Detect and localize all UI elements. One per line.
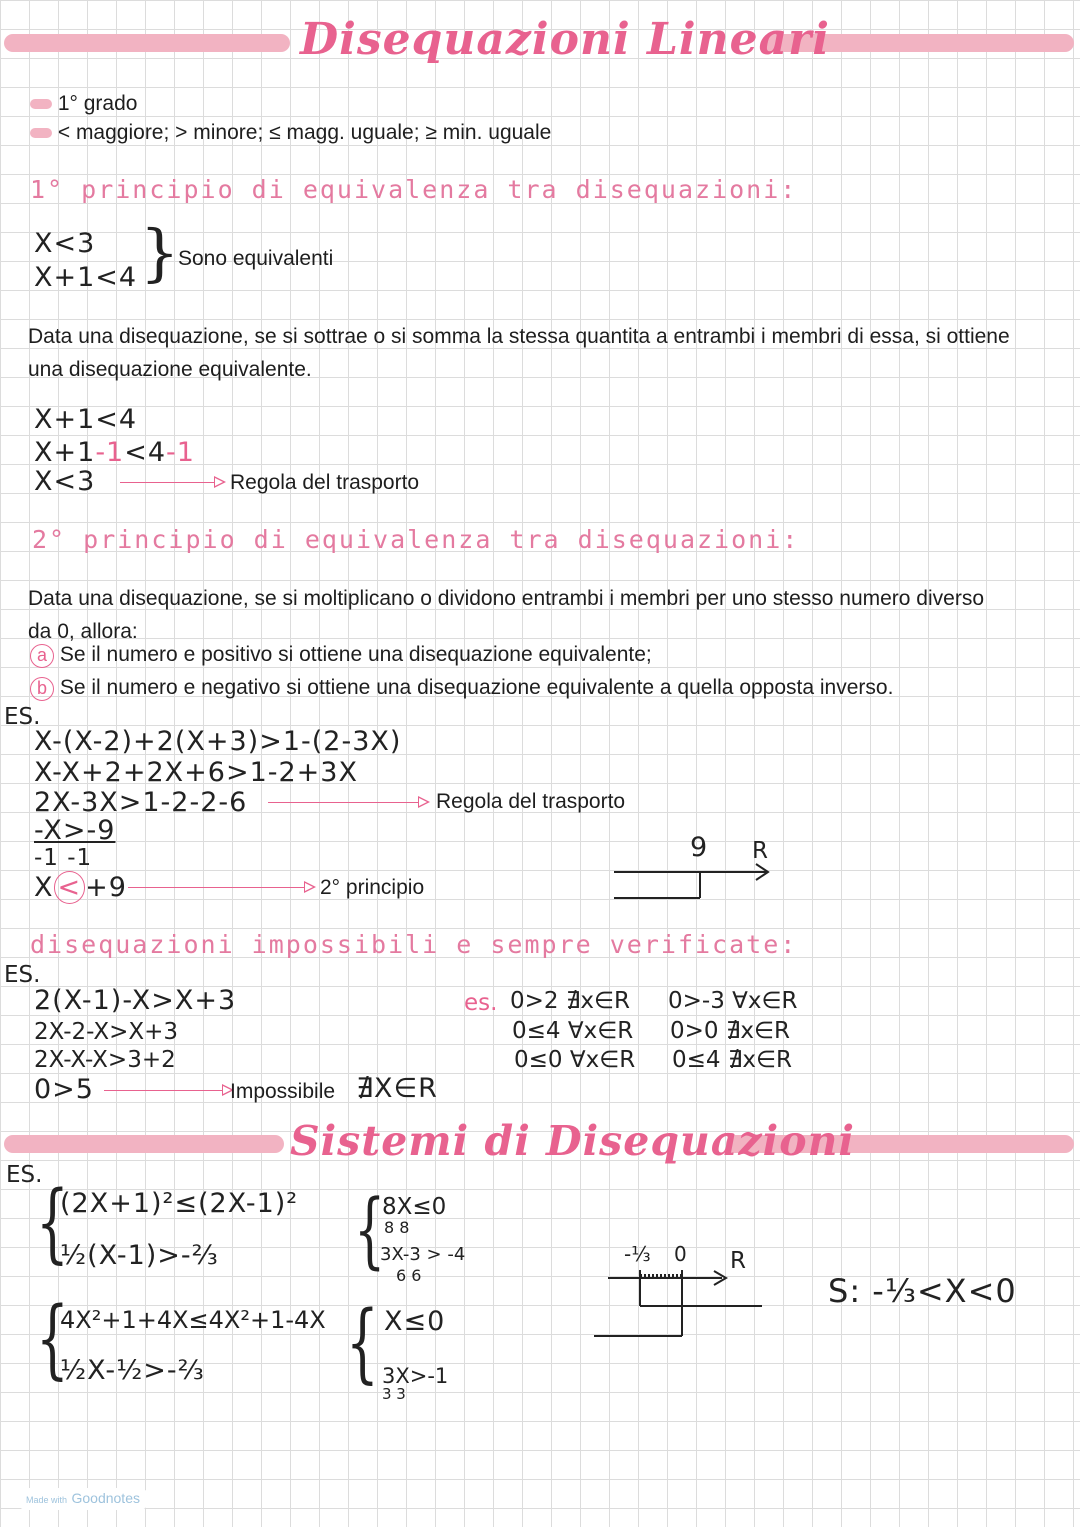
paragraph-line: Data una disequazione, se si sottrae o si somma la stessa quantita a entrambi i membri di essa, si ottiene <box>28 325 1010 348</box>
system-line: 3 3 <box>382 1385 406 1403</box>
system-line: 6 6 <box>396 1266 422 1285</box>
page-title: Disequazioni Lineari <box>300 14 831 65</box>
math-line: 0>5 <box>34 1074 94 1105</box>
rule-label: Regola del trasporto <box>436 790 626 813</box>
example-item: 0>0 ∄x∈R <box>670 1018 791 1044</box>
es-label: es. <box>464 990 498 1016</box>
system-line: ½(X-1)>-⅔ <box>60 1240 219 1271</box>
curly-brace-icon: } <box>140 216 180 289</box>
rule-label: Regola del trasporto <box>230 471 420 494</box>
es-label: ES. <box>4 962 41 988</box>
curly-brace-icon: { <box>346 1293 379 1393</box>
paragraph-line: da 0, allora: <box>28 620 138 643</box>
es-label: ES. <box>6 1162 43 1188</box>
letter-b-circle-icon: b <box>30 677 54 701</box>
axis-label: 0 <box>674 1242 687 1266</box>
letter-a-circle-icon: a <box>30 644 54 668</box>
list-item: a Se il numero e positivo si ottiene una disequazione equivalente; <box>30 643 652 668</box>
math-line: X-X+2+2X+6>1-2+3X <box>34 757 358 788</box>
result-label: Impossibile <box>230 1080 336 1103</box>
math-line: -1 -1 <box>34 845 93 871</box>
brace-label: Sono equivalenti <box>178 247 334 270</box>
math-line: 2X-X-X>3+2 <box>34 1047 176 1073</box>
paragraph-line: Data una disequazione, se si moltiplicano o dividono entrambi i membri per uno stesso numero diverso <box>28 587 985 610</box>
math-line: 2(X-1)-X>X+3 <box>34 985 237 1016</box>
math-line: -X>-9 <box>34 815 116 846</box>
system-line: 3X>-1 <box>382 1364 449 1388</box>
bullet-item: 1° grado <box>30 92 137 116</box>
title-divider-left <box>4 1135 284 1153</box>
axis-label: -⅓ <box>624 1242 651 1266</box>
section-heading: 1° principio di equivalenza tra disequazioni: <box>30 175 798 204</box>
solution-text: S: -⅓<X<0 <box>828 1272 1017 1310</box>
curly-brace-icon: { <box>354 1183 386 1278</box>
arrow-icon <box>104 1090 222 1091</box>
principle-label: 2° principio <box>320 876 425 899</box>
axis-label: 9 <box>690 832 709 863</box>
math-line: X+1<4 <box>34 262 138 293</box>
example-item: 0≤4 ∀x∈R <box>512 1018 634 1044</box>
math-line: X+1-1<4-1 <box>34 437 195 468</box>
example-item: 0≤4 ∄x∈R <box>672 1047 793 1073</box>
system-line: 8X≤0 <box>382 1194 447 1220</box>
paragraph-line: una disequazione equivalente. <box>28 358 312 381</box>
math-line: 2X-2-X>X+3 <box>34 1019 179 1045</box>
math-line: X<3 <box>34 466 96 497</box>
system-line: (2X+1)²≤(2X-1)² <box>60 1188 299 1219</box>
arrow-icon <box>120 482 214 483</box>
goodnotes-watermark: Made with Goodnotes <box>18 1488 148 1510</box>
math-line: X<3 <box>34 228 96 259</box>
example-item: 0≤0 ∀x∈R <box>514 1047 636 1073</box>
math-line: X+1<4 <box>34 404 138 435</box>
arrow-icon <box>128 887 304 888</box>
system-line: X≤0 <box>384 1306 446 1337</box>
pink-bullet-icon <box>30 99 52 109</box>
curly-brace-icon: { <box>36 1173 69 1273</box>
section-heading: disequazioni impossibili e sempre verificate: <box>30 930 798 959</box>
curly-brace-icon: { <box>36 1289 69 1389</box>
section-heading: 2° principio di equivalenza tra disequazioni: <box>32 525 800 554</box>
system-line: 3X-3 > -4 <box>380 1244 466 1265</box>
arrow-icon <box>268 802 418 803</box>
example-item: 0>-3 ∀x∈R <box>668 988 798 1014</box>
math-line: X-(X-2)+2(X+3)>1-(2-3X) <box>34 726 402 757</box>
pink-bullet-icon <box>30 128 52 138</box>
system-line: 8 8 <box>384 1218 410 1237</box>
system-line: ½X-½>-⅔ <box>60 1355 205 1386</box>
list-item: b Se il numero e negativo si ottiene una disequazione equivalente a quella opposta inverso. <box>30 676 893 701</box>
title-divider-left <box>4 34 290 52</box>
axis-label: R <box>730 1248 746 1274</box>
circled-sign: < <box>54 871 86 904</box>
math-line: 2X-3X>1-2-2-6 <box>34 787 248 818</box>
math-line: X < +9 <box>34 872 127 903</box>
section-title: Sistemi di Disequazioni <box>290 1117 855 1165</box>
example-item: 0>2 ∄x∈R <box>510 988 631 1014</box>
bullet-item: < maggiore; > minore; ≤ magg. uguale; ≥ min. uguale <box>30 121 551 145</box>
axis-label: R <box>752 838 768 864</box>
system-line: 4X²+1+4X≤4X²+1-4X <box>60 1306 326 1334</box>
result-symbol: ∄X∈R <box>356 1073 438 1104</box>
es-label: ES. <box>4 704 41 730</box>
